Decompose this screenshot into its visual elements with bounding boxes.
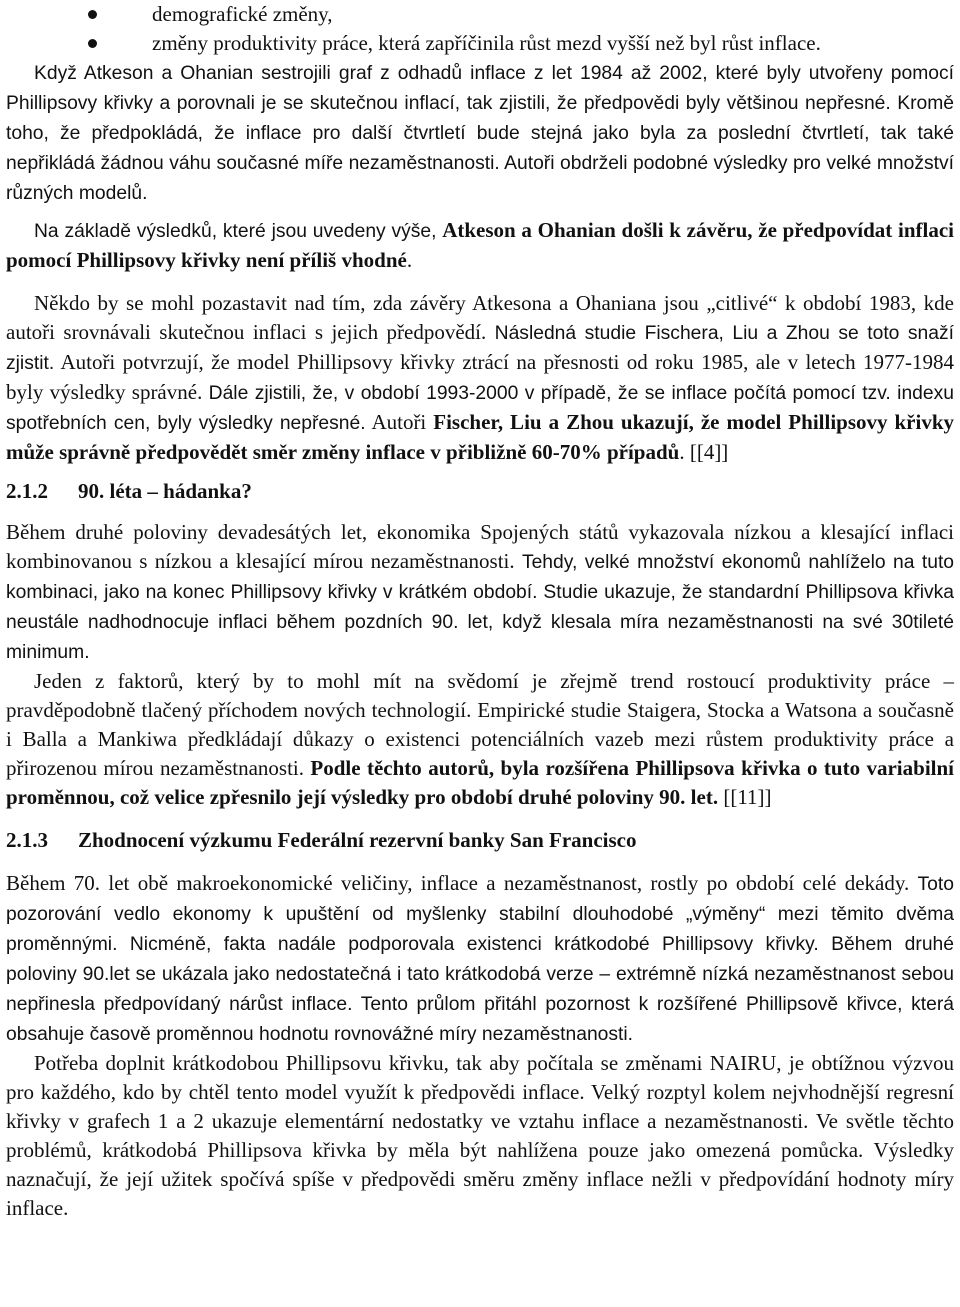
document-page [6,0,954,1223]
paragraph-fischer-liu-zhou [6,289,954,467]
paragraph-text: Následná studie Fischera, Liu a Zhou se toto snaží zjistit. [6,323,954,374]
paragraph-atkeson-ohanian [6,58,954,208]
bold-conclusion: Atkeson a Ohanian došli k závěru, že předpovídat inflaci pomocí Phillipsovy křivky není příliš vhodné [6,218,955,272]
paragraph-text: Během druhé poloviny devadesátých let, ekonomika Spojených států vykazovala nízkou a klesající inflaci kombinovanou s nízkou a klesající mírou nezaměstnanosti. [6,520,954,573]
bullet-text: demografické změny, [152,2,333,26]
list-item [6,29,954,58]
section-heading-2-1-2 [6,477,954,506]
paragraph-nairu [6,1049,954,1223]
paragraph-nineties [6,518,954,667]
section-title: Zhodnocení výzkumu Federální rezervní banky San Francisco [78,828,637,852]
paragraph-text: . [406,248,413,272]
bold-finding: Fischer, Liu a Zhou ukazují, že model Phillipsovy křivky může správně předpovědět směr změny inflace v přibližně 60-70% případů [6,410,955,464]
paragraph-text: Někdo by se mohl pozastavit nad tím, zda závěry Atkesona a Ohaniana jsou „citlivé“ k období 1983, kde autoři srovnávali skutečnou inflaci s jejich předpovědí. [6,291,954,344]
paragraph-conclusion [6,216,954,275]
citation: [[11]] [723,785,772,809]
bold-extended-curve: Podle těchto autorů, byla rozšířena Phillipsova křivka o tuto variabilní proměnnou, což velice zpřesnilo její výsledky pro období druhé poloviny 90. let. [6,756,954,809]
paragraph-text: Autoři potvrzují, že model Phillipsovy křivky ztrácí na přesnosti od roku 1985, ale v letech 1977-1984 byly výsledky správné. [6,350,954,404]
citation: . [[4]] [679,440,729,464]
section-number: 2.1.2 [6,479,48,503]
paragraph-text: Empirické studie Staigera, Stocka a Watsona a současně i Balla a Mankiwa předkládají důkazy o existenci potenciálních vazeb mezi růstem produktivity práce a přirozenou mírou nezaměstnanosti. [6,698,954,780]
section-number: 2.1.3 [6,828,48,852]
list-item [6,0,954,29]
paragraph-text: Toto pozorování vedlo ekonomy k upuštění od myšlenky stabilní dlouhodobé „výměny“ mezi těmito dvěma proměnnými. Nicméně, fakta nadále podporovala existenci krátkodobé Phillipsovy křivky. Během druhé poloviny 90.let se ukázala jako nedostatečná i tato krátkodobá verze – extrémně nízká nezaměstnanost sebou nepřinesla předpovídaný nárůst inflace. Tento průlom přitáhl pozornost k rozšířené Phillipsově křivce, která obsahuje časově proměnnou hodnotu rovnovážné míry nezaměstnanosti. [6,874,954,1045]
paragraph-productivity [6,667,954,812]
bullet-icon [88,39,97,48]
paragraph-text: Na základě výsledků, které jsou uvedeny výše, [34,221,437,242]
section-heading-2-1-3 [6,826,954,855]
bullet-icon [88,10,97,19]
paragraph-text: Když Atkeson a Ohanian sestrojili graf z odhadů inflace z let 1984 až 2002, které byly utvořeny pomocí Phillipsovy křivky a porovnali je se skutečnou inflací, tak zjistili, že předpovědi byly většinou nepřesné. [6,63,954,114]
paragraph-text: Studie ukazuje, že standardní Phillipsova křivka neustále nadhodnocuje inflaci během pozdních 90. let, když klesala míra nezaměstnanosti na své 30tileté minimum. [6,582,954,663]
bullet-list [6,0,954,58]
paragraph-text: Jeden z faktorů, který by to mohl mít na svědomí je zřejmě trend rostoucí produktivity práce – pravděpodobně tlačený příchodem nových technologií. [6,669,954,722]
paragraph-text: Potřeba doplnit krátkodobou Phillipsovu křivku, tak aby počítala se změnami NAIRU, je obtížnou výzvou pro každého, kdo by chtěl tento model využít k předpovědi inflace. Velký rozptyl kolem nejvhodnější regresní křivky v grafech 1 a 2 ukazuje elementární nedostatky ve vztahu inflace a nezaměstnanosti. Ve světle těchto problémů, krátkodobá Phillipsova křivka by měla být nahlížena pouze jako omezená pomůcka. Výsledky naznačují, že její užitek spočívá spíše v předpovědi směru změny inflace nežli v předpovídání hodnoty míry inflace. [6,1051,954,1220]
paragraph-text: Během 70. let obě makroekonomické veličiny, inflace a nezaměstnanost, rostly po období celé dekády. [6,871,910,895]
paragraph-text: Tehdy, velké množství ekonomů nahlíželo na tuto kombinaci, jako na konec Phillipsovy křivky v krátkém období. [6,552,955,603]
paragraph-text: Kromě toho, že předpokládá, že inflace pro další čtvrtletí bude stejná jako byla za poslední čtvrtletí, tak také nepřikládá žádnou váhu současné míře nezaměstnanosti. Autoři obdrželi podobné výsledky pro velké množství různých modelů. [6,93,954,204]
paragraph-text: Autoři [371,410,427,434]
paragraph-seventies [6,869,954,1049]
bullet-text: změny produktivity práce, která zapříčinila růst mezd vyšší než byl růst inflace. [152,31,821,55]
section-title: 90. léta – hádanka? [78,479,252,503]
paragraph-text: Dále zjistili, že, v období 1993-2000 v případě, že se inflace počítá pomocí tzv. indexu spotřebních cen, byly výsledky nepřesné. [6,383,954,434]
